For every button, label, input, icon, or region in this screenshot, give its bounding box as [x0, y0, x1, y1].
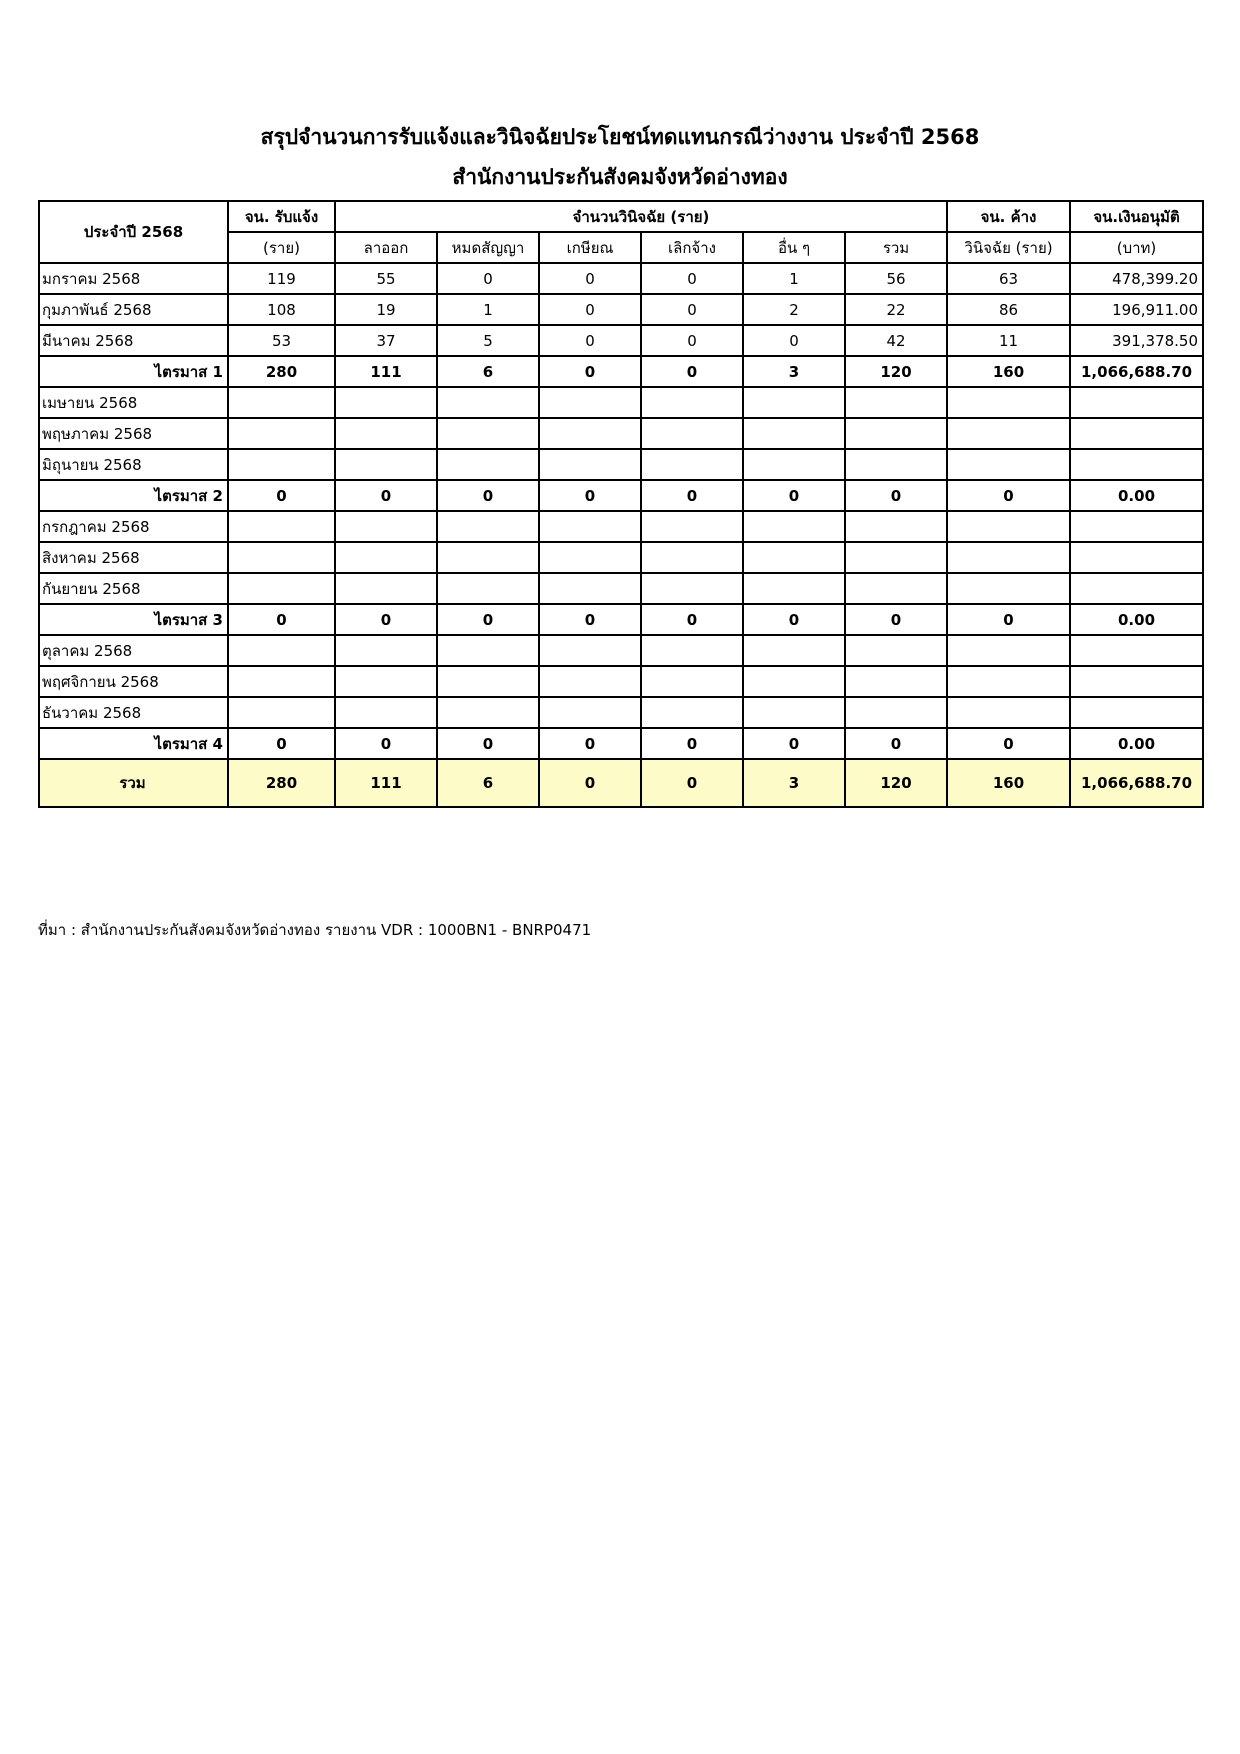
cell-amount: 1,066,688.70	[1070, 759, 1203, 807]
quarter-row	[39, 356, 1203, 387]
cell-amount	[1070, 573, 1203, 604]
row-label: รวม	[39, 759, 228, 807]
cell-resign	[335, 697, 437, 728]
report-title: สรุปจำนวนการรับแจ้งและวินิจฉัยประโยชน์ทดแทนกรณีว่างงาน ประจำปี 2568	[260, 125, 980, 149]
cell-amount	[1070, 449, 1203, 480]
cell-amount: 391,378.50	[1070, 325, 1203, 356]
cell-other	[743, 449, 845, 480]
cell-notified: 0	[228, 604, 335, 635]
quarter-row	[39, 604, 1203, 635]
cell-laid-off: 0	[641, 604, 743, 635]
cell-contract-end	[437, 511, 539, 542]
cell-resign	[335, 387, 437, 418]
cell-resign	[335, 418, 437, 449]
row-label: ไตรมาส 1	[39, 356, 228, 387]
cell-notified	[228, 697, 335, 728]
row-label: เมษายน 2568	[39, 387, 228, 418]
row-label: ไตรมาส 3	[39, 604, 228, 635]
header-pending-unit: วินิจฉัย (ราย)	[947, 232, 1070, 263]
cell-notified	[228, 573, 335, 604]
cell-contract-end	[437, 387, 539, 418]
cell-retire	[539, 635, 641, 666]
table-row	[39, 635, 1203, 666]
cell-other: 3	[743, 356, 845, 387]
cell-other	[743, 542, 845, 573]
cell-resign	[335, 635, 437, 666]
header-decided-total: รวม	[845, 232, 947, 263]
cell-pending	[947, 449, 1070, 480]
row-label: พฤษภาคม 2568	[39, 418, 228, 449]
cell-notified: 0	[228, 728, 335, 759]
row-label: กุมภาพันธ์ 2568	[39, 294, 228, 325]
cell-contract-end: 0	[437, 263, 539, 294]
cell-other: 0	[743, 604, 845, 635]
cell-amount	[1070, 635, 1203, 666]
grand-total-row	[39, 759, 1203, 807]
cell-notified	[228, 449, 335, 480]
cell-decided-total	[845, 418, 947, 449]
row-label: ไตรมาส 2	[39, 480, 228, 511]
header-other: อื่น ๆ	[743, 232, 845, 263]
cell-amount	[1070, 511, 1203, 542]
header-pending: จน. ค้าง	[947, 201, 1070, 232]
cell-retire: 0	[539, 759, 641, 807]
table-row	[39, 511, 1203, 542]
cell-pending	[947, 387, 1070, 418]
cell-pending: 0	[947, 728, 1070, 759]
cell-laid-off	[641, 635, 743, 666]
cell-laid-off	[641, 449, 743, 480]
cell-laid-off	[641, 387, 743, 418]
table-row	[39, 418, 1203, 449]
cell-resign: 55	[335, 263, 437, 294]
cell-notified: 119	[228, 263, 335, 294]
cell-retire	[539, 511, 641, 542]
cell-notified: 0	[228, 480, 335, 511]
row-label: ธันวาคม 2568	[39, 697, 228, 728]
cell-retire	[539, 449, 641, 480]
cell-laid-off	[641, 418, 743, 449]
header-laid-off: เลิกจ้าง	[641, 232, 743, 263]
row-label: มิถุนายน 2568	[39, 449, 228, 480]
cell-pending	[947, 418, 1070, 449]
cell-notified: 53	[228, 325, 335, 356]
cell-notified	[228, 387, 335, 418]
cell-other	[743, 666, 845, 697]
source-note: ที่มา : สำนักงานประกันสังคมจังหวัดอ่างทอง รายงาน VDR : 1000BN1 - BNRP0471	[38, 921, 592, 939]
cell-contract-end	[437, 697, 539, 728]
cell-resign	[335, 449, 437, 480]
cell-notified: 280	[228, 356, 335, 387]
cell-amount: 0.00	[1070, 604, 1203, 635]
header-contract-end: หมดสัญญา	[437, 232, 539, 263]
cell-resign	[335, 511, 437, 542]
cell-contract-end	[437, 666, 539, 697]
row-label: ไตรมาส 4	[39, 728, 228, 759]
cell-other	[743, 418, 845, 449]
cell-laid-off: 0	[641, 356, 743, 387]
cell-retire: 0	[539, 604, 641, 635]
report-subtitle: สำนักงานประกันสังคมจังหวัดอ่างทอง	[452, 165, 788, 189]
cell-pending	[947, 635, 1070, 666]
header-decided-group: จำนวนวินิจฉัย (ราย)	[335, 201, 947, 232]
cell-laid-off: 0	[641, 759, 743, 807]
cell-decided-total	[845, 511, 947, 542]
row-label: มกราคม 2568	[39, 263, 228, 294]
cell-decided-total	[845, 542, 947, 573]
quarter-row	[39, 480, 1203, 511]
cell-amount: 0.00	[1070, 480, 1203, 511]
cell-notified	[228, 511, 335, 542]
cell-resign	[335, 666, 437, 697]
cell-pending	[947, 542, 1070, 573]
cell-decided-total	[845, 573, 947, 604]
cell-contract-end: 6	[437, 759, 539, 807]
cell-retire: 0	[539, 294, 641, 325]
cell-other: 0	[743, 728, 845, 759]
cell-pending	[947, 511, 1070, 542]
cell-laid-off: 0	[641, 325, 743, 356]
cell-pending: 160	[947, 356, 1070, 387]
cell-resign: 0	[335, 604, 437, 635]
cell-contract-end	[437, 635, 539, 666]
cell-contract-end: 0	[437, 604, 539, 635]
cell-amount: 0.00	[1070, 728, 1203, 759]
cell-retire: 0	[539, 263, 641, 294]
cell-other: 0	[743, 480, 845, 511]
cell-other	[743, 511, 845, 542]
table-body	[39, 263, 1203, 807]
cell-laid-off	[641, 542, 743, 573]
cell-laid-off: 0	[641, 294, 743, 325]
cell-retire	[539, 666, 641, 697]
cell-contract-end	[437, 573, 539, 604]
cell-laid-off: 0	[641, 263, 743, 294]
cell-other: 2	[743, 294, 845, 325]
cell-other: 3	[743, 759, 845, 807]
cell-amount	[1070, 418, 1203, 449]
cell-pending: 86	[947, 294, 1070, 325]
table-row	[39, 573, 1203, 604]
cell-pending: 0	[947, 480, 1070, 511]
table-row	[39, 387, 1203, 418]
cell-retire	[539, 697, 641, 728]
header-amount-unit: (บาท)	[1070, 232, 1203, 263]
cell-retire: 0	[539, 356, 641, 387]
cell-pending	[947, 573, 1070, 604]
cell-contract-end: 6	[437, 356, 539, 387]
row-label: กรกฎาคม 2568	[39, 511, 228, 542]
cell-notified	[228, 418, 335, 449]
header-period: ประจำปี 2568	[39, 201, 228, 263]
row-label: พฤศจิกายน 2568	[39, 666, 228, 697]
row-label: ตุลาคม 2568	[39, 635, 228, 666]
cell-pending: 63	[947, 263, 1070, 294]
cell-decided-total	[845, 635, 947, 666]
cell-contract-end	[437, 542, 539, 573]
cell-resign: 19	[335, 294, 437, 325]
cell-amount: 1,066,688.70	[1070, 356, 1203, 387]
cell-laid-off: 0	[641, 480, 743, 511]
cell-pending: 0	[947, 604, 1070, 635]
cell-pending: 160	[947, 759, 1070, 807]
table-row	[39, 294, 1203, 325]
cell-decided-total: 0	[845, 728, 947, 759]
cell-notified: 108	[228, 294, 335, 325]
cell-decided-total	[845, 697, 947, 728]
table-row	[39, 666, 1203, 697]
quarter-row	[39, 728, 1203, 759]
cell-other: 0	[743, 325, 845, 356]
cell-laid-off	[641, 666, 743, 697]
cell-retire: 0	[539, 728, 641, 759]
row-label: กันยายน 2568	[39, 573, 228, 604]
cell-resign: 37	[335, 325, 437, 356]
cell-resign	[335, 573, 437, 604]
cell-decided-total: 120	[845, 759, 947, 807]
cell-other	[743, 387, 845, 418]
cell-amount	[1070, 666, 1203, 697]
table-row	[39, 263, 1203, 294]
cell-other	[743, 697, 845, 728]
cell-resign: 111	[335, 759, 437, 807]
cell-notified	[228, 666, 335, 697]
cell-contract-end: 1	[437, 294, 539, 325]
header-retire: เกษียณ	[539, 232, 641, 263]
cell-decided-total: 42	[845, 325, 947, 356]
row-label: มีนาคม 2568	[39, 325, 228, 356]
cell-decided-total	[845, 666, 947, 697]
cell-amount: 196,911.00	[1070, 294, 1203, 325]
table-row	[39, 449, 1203, 480]
cell-notified	[228, 635, 335, 666]
cell-resign: 0	[335, 480, 437, 511]
table-row	[39, 325, 1203, 356]
cell-decided-total: 0	[845, 604, 947, 635]
cell-laid-off	[641, 573, 743, 604]
row-label: สิงหาคม 2568	[39, 542, 228, 573]
header-notified-unit: (ราย)	[228, 232, 335, 263]
cell-pending	[947, 697, 1070, 728]
cell-resign	[335, 542, 437, 573]
header-amount: จน.เงินอนุมัติ	[1070, 201, 1203, 232]
cell-pending	[947, 666, 1070, 697]
cell-decided-total: 0	[845, 480, 947, 511]
cell-other	[743, 573, 845, 604]
header-resign: ลาออก	[335, 232, 437, 263]
summary-table	[38, 200, 1204, 808]
cell-amount	[1070, 542, 1203, 573]
cell-laid-off	[641, 697, 743, 728]
cell-resign: 111	[335, 356, 437, 387]
header-notified: จน. รับแจ้ง	[228, 201, 335, 232]
cell-contract-end: 5	[437, 325, 539, 356]
cell-other: 1	[743, 263, 845, 294]
cell-contract-end: 0	[437, 480, 539, 511]
cell-decided-total	[845, 449, 947, 480]
cell-contract-end	[437, 449, 539, 480]
cell-notified	[228, 542, 335, 573]
table-row	[39, 542, 1203, 573]
cell-retire	[539, 387, 641, 418]
cell-amount: 478,399.20	[1070, 263, 1203, 294]
cell-resign: 0	[335, 728, 437, 759]
cell-decided-total: 56	[845, 263, 947, 294]
cell-amount	[1070, 697, 1203, 728]
cell-laid-off: 0	[641, 728, 743, 759]
cell-amount	[1070, 387, 1203, 418]
cell-notified: 280	[228, 759, 335, 807]
cell-decided-total: 120	[845, 356, 947, 387]
cell-retire: 0	[539, 325, 641, 356]
cell-retire: 0	[539, 480, 641, 511]
cell-decided-total	[845, 387, 947, 418]
cell-contract-end	[437, 418, 539, 449]
cell-other	[743, 635, 845, 666]
cell-retire	[539, 573, 641, 604]
cell-pending: 11	[947, 325, 1070, 356]
cell-retire	[539, 418, 641, 449]
table-row	[39, 697, 1203, 728]
cell-retire	[539, 542, 641, 573]
header-row-1	[39, 201, 1203, 232]
cell-contract-end: 0	[437, 728, 539, 759]
cell-laid-off	[641, 511, 743, 542]
cell-decided-total: 22	[845, 294, 947, 325]
